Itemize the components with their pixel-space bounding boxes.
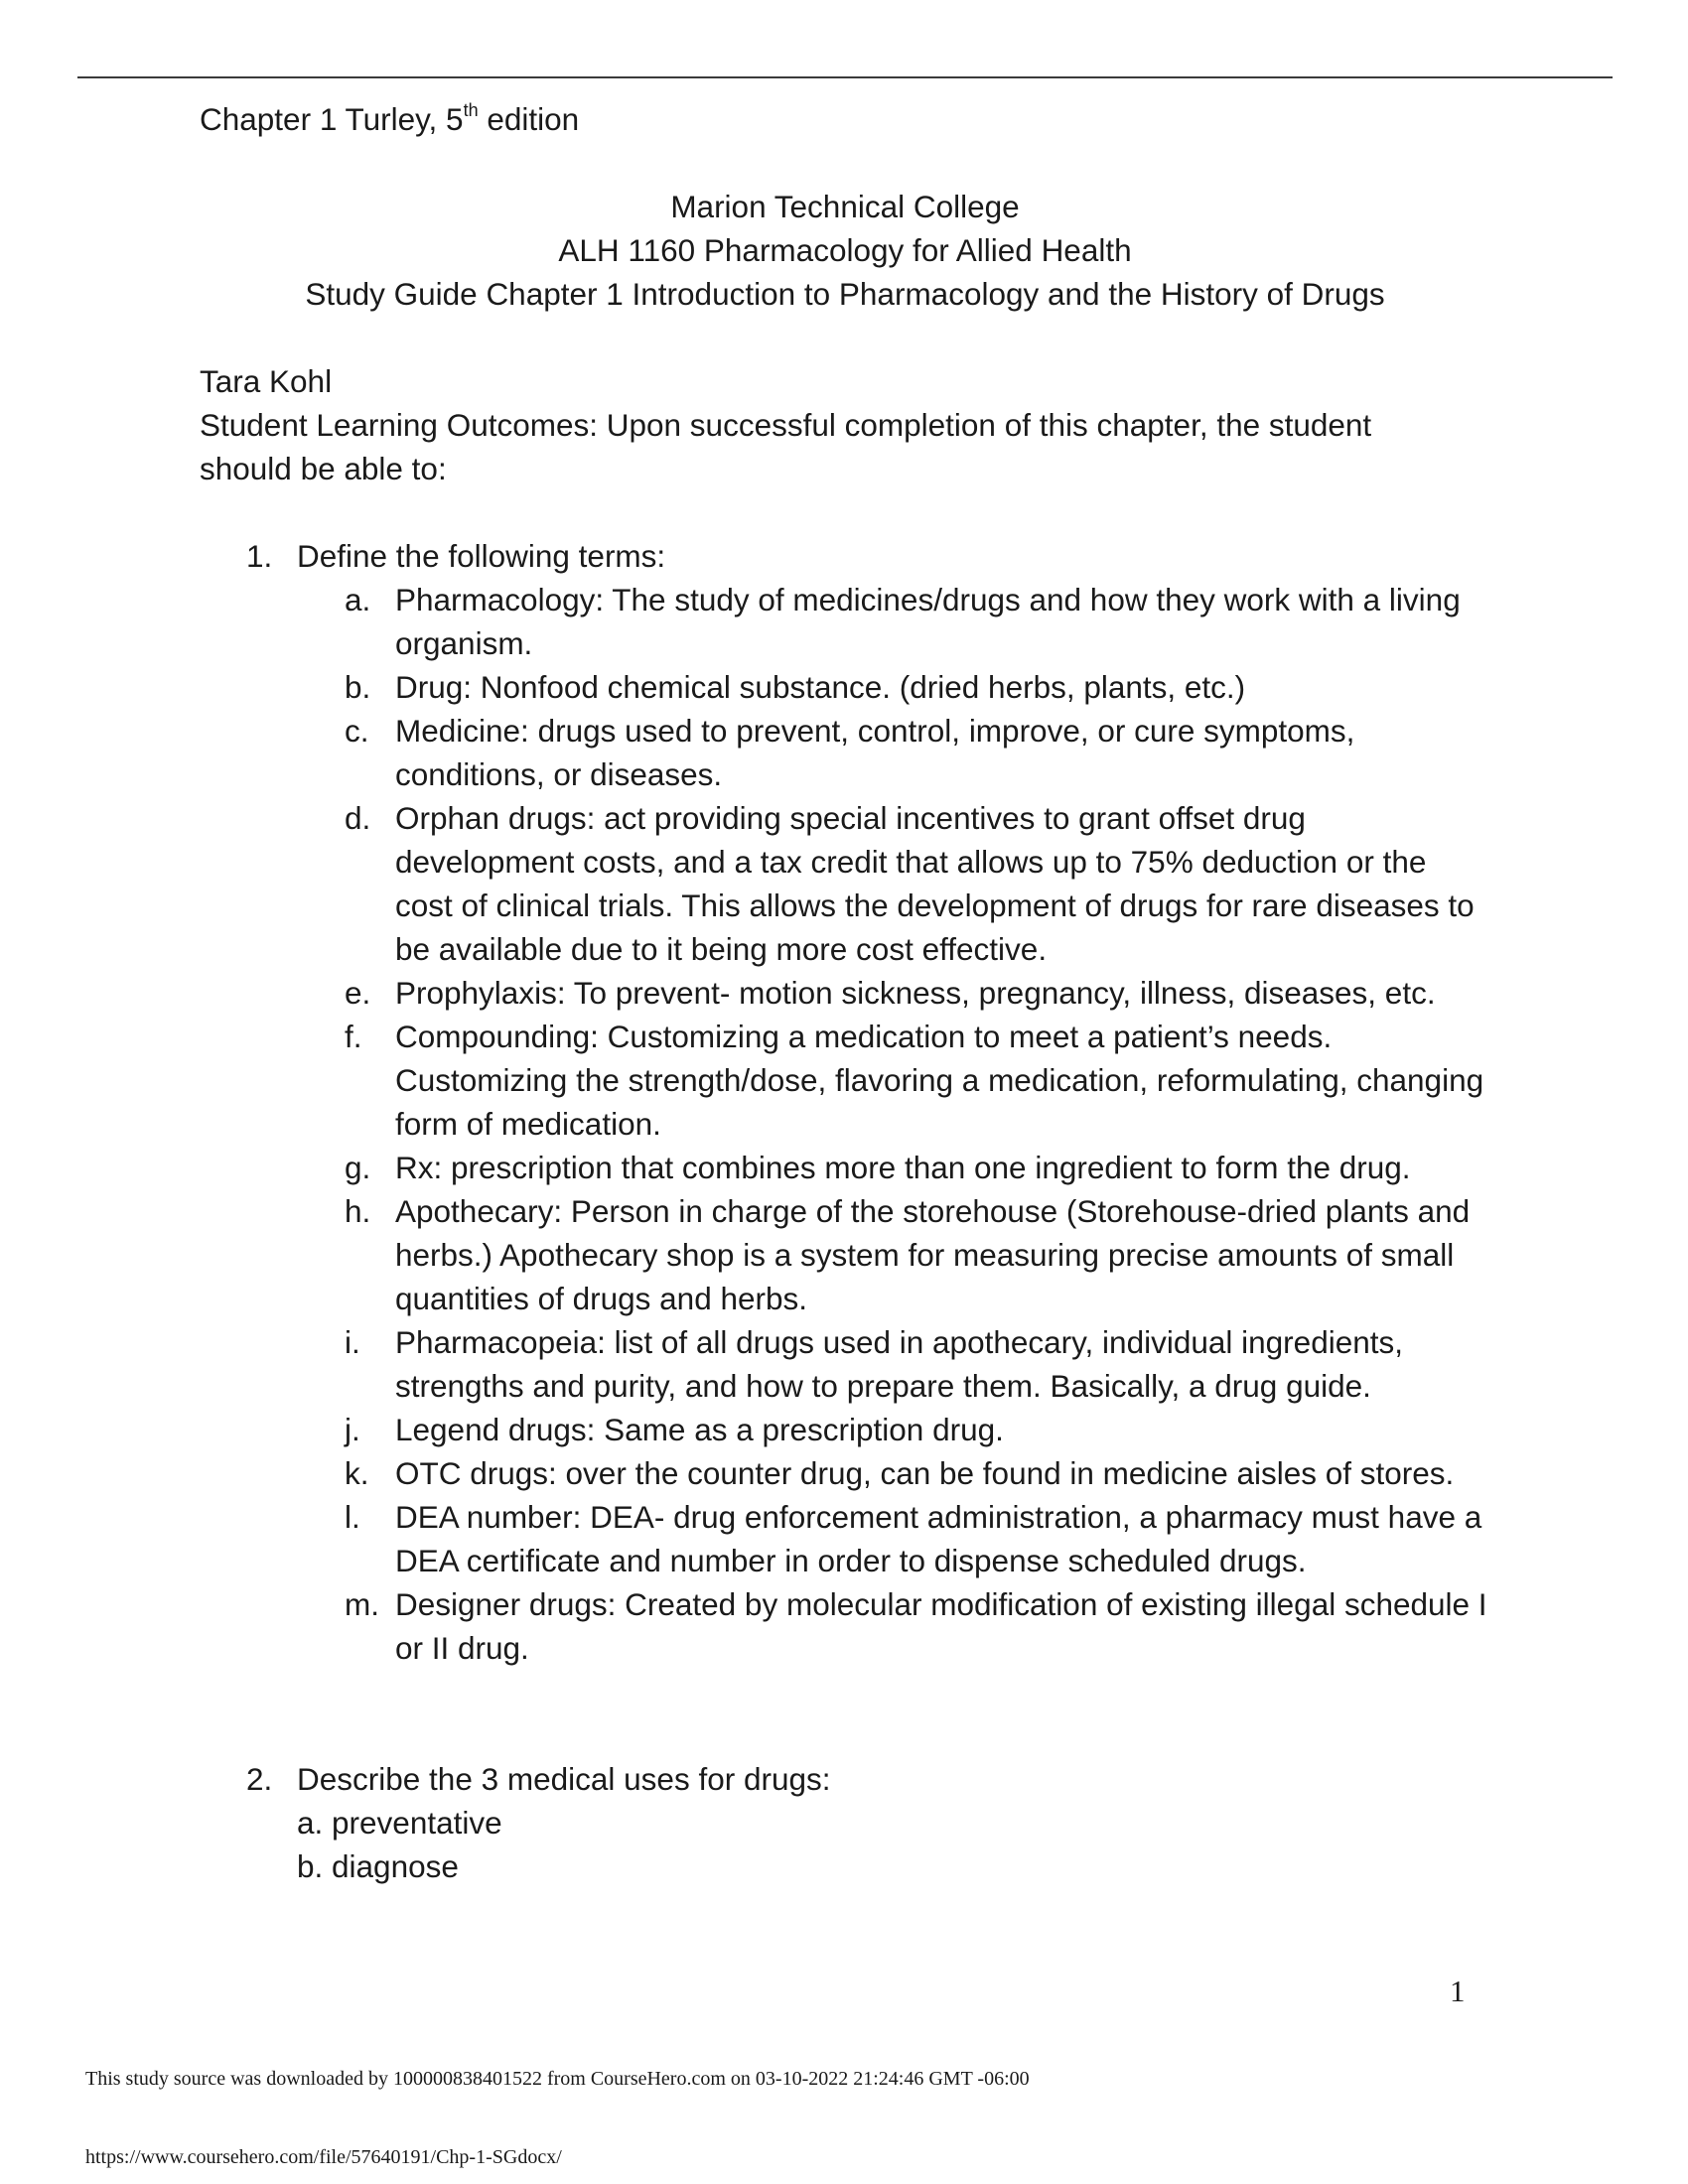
title-block — [200, 185, 1490, 316]
list-item — [200, 796, 1487, 971]
list-item — [200, 709, 1487, 796]
student-block — [200, 359, 1510, 490]
list-item — [200, 1015, 1487, 1146]
list-item-text: Orphan drugs: act providing special incentives to grant offset drug development costs, and a tax credit that allows up to 75% deduction or the cost of clinical trials. This allows the development of drugs for rare diseases to be available due to it being more cost effective. — [395, 800, 1475, 967]
source-url: https://www.coursehero.com/file/57640191/Chp-1-SGdocx/ — [85, 2146, 562, 2168]
list-item — [200, 1408, 1487, 1451]
list-item-letter: g. — [345, 1150, 371, 1185]
question-2 — [200, 1757, 1510, 1888]
list-item — [200, 1451, 1487, 1495]
list-item-text: OTC drugs: over the counter drug, can be found in medicine aisles of stores. — [395, 1455, 1455, 1491]
list-item-text: Legend drugs: Same as a prescription drug. — [395, 1412, 1004, 1447]
list-item — [200, 971, 1487, 1015]
list-item-letter: c. — [345, 713, 369, 749]
list-item — [200, 1189, 1487, 1320]
list-item — [200, 1495, 1487, 1582]
list-item-letter: m. — [345, 1586, 379, 1622]
question-text: Describe the 3 medical uses for drugs: — [297, 1761, 831, 1797]
list-item-text: Compounding: Customizing a medication to meet a patient’s needs. Customizing the strength/dose, flavoring a medication, reformulating, changing form of medication. — [395, 1019, 1484, 1142]
list-item-text: Prophylaxis: To prevent- motion sickness, pregnancy, illness, diseases, etc. — [395, 975, 1436, 1011]
list-item-letter: f. — [345, 1019, 362, 1054]
guide-title: Study Guide Chapter 1 Introduction to Pharmacology and the History of Drugs — [305, 276, 1385, 312]
question-text: Define the following terms: — [297, 538, 666, 574]
list-item-letter: k. — [345, 1455, 369, 1491]
list-item: b. diagnose — [297, 1848, 459, 1884]
list-item-text: Rx: prescription that combines more than one ingredient to form the drug. — [395, 1150, 1411, 1185]
list-item-letter: b. — [345, 669, 371, 705]
list-item-text: Pharmacology: The study of medicines/drugs and how they work with a living organism. — [395, 582, 1461, 661]
page-number: 1 — [1450, 1974, 1466, 2008]
question-number: 2. — [246, 1761, 273, 1797]
list-item — [200, 578, 1487, 665]
list-item-text: Drug: Nonfood chemical substance. (dried herbs, plants, etc.) — [395, 669, 1246, 705]
learning-outcomes-intro: Student Learning Outcomes: Upon successful completion of this chapter, the student should be able to: — [200, 407, 1372, 486]
list-item-letter: h. — [345, 1193, 371, 1229]
college-name: Marion Technical College — [670, 189, 1020, 224]
list-item-letter: e. — [345, 975, 371, 1011]
list-item-text: Medicine: drugs used to prevent, control, improve, or cure symptoms, conditions, or diseases. — [395, 713, 1355, 792]
list-item — [200, 1146, 1487, 1189]
chapter-header-prefix: Chapter 1 Turley, 5 — [200, 101, 464, 137]
list-item: a. preventative — [297, 1805, 502, 1841]
list-item-letter: i. — [345, 1324, 360, 1360]
list-item-text: Designer drugs: Created by molecular modification of existing illegal schedule I or II drug. — [395, 1586, 1487, 1666]
list-item-letter: l. — [345, 1499, 360, 1535]
question-1 — [200, 534, 1510, 1670]
list-item-text: DEA number: DEA- drug enforcement administration, a pharmacy must have a DEA certificate and number in order to dispense scheduled drugs. — [395, 1499, 1482, 1578]
chapter-header — [200, 97, 1510, 141]
top-divider — [77, 76, 1613, 78]
document-body — [200, 97, 1510, 1888]
list-item — [200, 1320, 1487, 1408]
list-item — [200, 1582, 1487, 1670]
student-name: Tara Kohl — [200, 363, 333, 399]
chapter-header-suffix: edition — [478, 101, 580, 137]
chapter-header-sup: th — [463, 100, 479, 120]
list-item-text: Apothecary: Person in charge of the storehouse (Storehouse-dried plants and herbs.) Apothecary shop is a system for measuring precise amounts of small quantities of drugs and herbs. — [395, 1193, 1471, 1316]
list-item-letter: d. — [345, 800, 371, 836]
list-item-text: Pharmacopeia: list of all drugs used in apothecary, individual ingredients, strengths and purity, and how to prepare them. Basically, a drug guide. — [395, 1324, 1403, 1404]
term-list — [200, 578, 1510, 1670]
list-item — [200, 665, 1487, 709]
list-item-letter: j. — [345, 1412, 360, 1447]
course-name: ALH 1160 Pharmacology for Allied Health — [558, 232, 1132, 268]
question-number: 1. — [246, 538, 273, 574]
download-notice: This study source was downloaded by 100000838401522 from CourseHero.com on 03-10-2022 21:24:46 GMT -06:00 — [85, 2068, 1030, 2090]
list-item-letter: a. — [345, 582, 371, 617]
